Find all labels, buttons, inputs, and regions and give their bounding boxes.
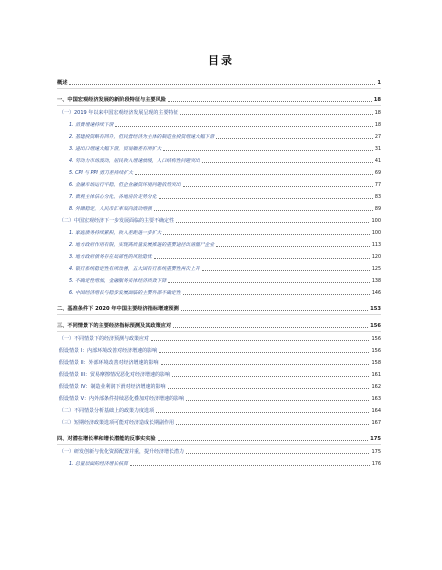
toc-entry-title: 1. 家庭债务持续累积，收入差距进一步扩大 — [69, 231, 162, 236]
toc-leader-dots — [172, 376, 369, 377]
toc-entry-title: （一）2019 年以来中国宏观经济发展呈现的主要特征 — [59, 110, 179, 116]
toc-entry-title: 8. 外储稳定，人民币汇率双向波动增强 — [69, 207, 152, 212]
toc-subsection-entry[interactable] — [57, 238, 381, 250]
toc-leader-dots — [135, 174, 373, 175]
toc-leader-dots — [183, 186, 373, 187]
toc-page-number: 77 — [374, 183, 381, 188]
toc-chapter-entry[interactable] — [57, 315, 381, 332]
toc-subsection-entry[interactable] — [57, 202, 381, 214]
toc-entry-title: 2. 地方政府作用有限，实现高质量发展推进的重要途径出清僵尸企业 — [69, 243, 215, 248]
toc-leader-dots — [159, 352, 369, 353]
toc-section-entry[interactable] — [57, 214, 381, 226]
toc-page-number: 1 — [377, 80, 381, 86]
toc-section-entry[interactable] — [57, 392, 381, 404]
toc-subsection-entry[interactable] — [57, 286, 381, 298]
toc-leader-dots — [156, 412, 369, 413]
toc-entry-title: 假设情景 V：内外部条件持续恶化叠加对经济增速的影响 — [59, 396, 185, 402]
toc-section-entry[interactable] — [57, 445, 381, 457]
toc-subsection-entry[interactable] — [57, 154, 381, 166]
toc-leader-dots — [159, 198, 373, 199]
toc-page-number: 41 — [374, 159, 381, 164]
toc-leader-dots — [151, 340, 369, 341]
toc-leader-dots — [202, 270, 370, 271]
toc-leader-dots — [115, 126, 372, 127]
toc-page-number: 162 — [371, 384, 381, 390]
toc-entry-title: （三）短期经济政策选项可能对经济造成长期副作用 — [59, 420, 175, 426]
toc-section-entry[interactable] — [57, 106, 381, 118]
toc-leader-dots — [186, 453, 369, 454]
toc-leader-dots — [130, 465, 370, 466]
toc-entry-title: 5. CPI 与 PPI 剪刀差持续扩大 — [69, 171, 133, 176]
toc-leader-dots — [168, 388, 370, 389]
toc-page-number: 164 — [371, 408, 381, 414]
toc-subsection-entry[interactable] — [57, 166, 381, 178]
toc-leader-dots — [168, 282, 370, 283]
toc-section-entry[interactable] — [57, 356, 381, 368]
toc-page-number: 18 — [374, 123, 381, 128]
toc-entry-title: 假设情景 III：贸易摩擦情况恶化对经济增速的影响 — [59, 372, 171, 378]
toc-page-number: 175 — [370, 436, 381, 442]
toc-page-number: 100 — [371, 218, 381, 224]
toc-entry-title: 1. 消费增速持续下滑 — [69, 123, 114, 128]
toc-leader-dots — [176, 222, 369, 223]
toc-leader-dots — [216, 138, 373, 139]
toc-page-number: 113 — [371, 243, 381, 248]
toc-page-number: 175 — [371, 449, 381, 455]
toc-page-number: 120 — [371, 255, 381, 260]
toc-page-number: 100 — [371, 231, 381, 236]
toc-page-number: 146 — [371, 291, 381, 296]
toc-subsection-entry[interactable] — [57, 178, 381, 190]
toc-leader-dots — [180, 114, 372, 115]
toc-subsection-entry[interactable] — [57, 250, 381, 262]
toc-page-number: 27 — [374, 135, 381, 140]
toc-section-entry[interactable] — [57, 404, 381, 416]
toc-leader-dots — [176, 424, 369, 425]
toc-subsection-entry[interactable] — [57, 142, 381, 154]
toc-entry-title: 三、不同情景下的主要经济指标预测及其政策应对 — [57, 323, 172, 329]
toc-entry-title: 4. 银行系统稳定性有所改善，五大国有行系统重要性再次上升 — [69, 267, 200, 272]
toc-entry-title: 4. 劳动力市场波动，居民收入增速放缓，人口结构性问题突出 — [69, 159, 200, 164]
toc-entry-title: （一）不同情景下的经济预测与政策应对 — [59, 336, 150, 342]
toc-entry-title: 3. 地方政府债务存在局部性的风险隐忧 — [69, 255, 152, 260]
toc-entry-title: 概述 — [57, 80, 68, 86]
toc-subsection-entry[interactable] — [57, 274, 381, 286]
toc-entry-title: 假设情景 IV：制造业利润下滑对经济增速的影响 — [59, 384, 166, 390]
toc-entry-title: 3. 进出口增速大幅下滑，贸易顺差有所扩大 — [69, 147, 162, 152]
toc-page-number: 163 — [371, 396, 381, 402]
toc-leader-dots — [158, 440, 369, 441]
toc-page-number: 18 — [373, 97, 381, 103]
toc-page-number: 89 — [374, 207, 381, 212]
toc-entry-title: 7. 微观主体信心分化，各地房价走势分化 — [69, 195, 157, 200]
toc-page-number: 138 — [371, 279, 381, 284]
toc-subsection-entry[interactable] — [57, 226, 381, 238]
toc-section-entry[interactable] — [57, 344, 381, 356]
toc-chapter-entry[interactable] — [57, 89, 381, 106]
toc-subsection-entry[interactable] — [57, 118, 381, 130]
toc-page-number: 176 — [371, 462, 381, 467]
page-title: 目录 — [208, 54, 234, 67]
toc-entry-title: 四、对潜在增长率和增长潜能的反事实实验 — [57, 436, 156, 442]
toc-entry-title: 假设情景 I：内部环境改善对经济增速的影响 — [59, 348, 158, 354]
toc-entry-title: 1. 总量层面的经济增长核算 — [69, 462, 128, 467]
toc-page-number: 158 — [371, 360, 381, 366]
toc-section-entry[interactable] — [57, 380, 381, 392]
toc-entry-title: （二）不同情景分析基础上的政策力度选项 — [59, 408, 155, 414]
toc-leader-dots — [163, 150, 372, 151]
toc-entry-title: 二、基准条件下 2020 年中国主要经济指标增速预测 — [57, 306, 179, 312]
toc-page-number: 156 — [371, 336, 381, 342]
toc-page-number: 69 — [374, 171, 381, 176]
toc-page-number: 156 — [371, 348, 381, 354]
toc-page-number: 125 — [371, 267, 381, 272]
toc-subsection-entry[interactable] — [57, 190, 381, 202]
toc-leader-dots — [69, 84, 375, 85]
toc-entry-title: 6. 金融市场运行平稳，但企业融资环境问题依然突出 — [69, 183, 181, 188]
toc-entry-title: 2. 基建投资略有回升，但民营经济为主体的制造业投资增速大幅下滑 — [69, 135, 215, 140]
toc-chapter-entry[interactable] — [57, 428, 381, 445]
toc-entry-title: 假设情景 II：外部环境改善对经济增速的影响 — [59, 360, 159, 366]
toc-leader-dots — [173, 327, 368, 328]
toc-section-entry[interactable] — [57, 332, 381, 344]
toc-page-number: 153 — [370, 306, 381, 312]
toc-entry-title: 一、中国宏观经济发展的新阶段特征与主要风险 — [57, 97, 166, 103]
toc-page-number: 167 — [371, 420, 381, 426]
toc-chapter-entry[interactable] — [57, 298, 381, 315]
toc-leader-dots — [181, 310, 368, 311]
toc-leader-dots — [183, 294, 370, 295]
toc-leader-dots — [216, 246, 370, 247]
toc-subsection-entry[interactable] — [57, 130, 381, 142]
toc-leader-dots — [161, 364, 370, 365]
toc-subsection-entry[interactable] — [57, 262, 381, 274]
toc-chapter-entry[interactable] — [57, 72, 381, 89]
toc-subsection-entry[interactable] — [57, 457, 381, 469]
toc-entry-title: （二）中国宏观经济下一步发展面临的主要不确定性 — [59, 218, 175, 224]
toc-entry-title: 6. 中国经济增长与稳步发展面临的主要外部不确定性 — [69, 291, 181, 296]
toc-leader-dots — [202, 162, 373, 163]
toc-leader-dots — [168, 101, 372, 102]
toc-leader-dots — [154, 210, 373, 211]
toc-section-entry[interactable] — [57, 368, 381, 380]
table-of-contents — [57, 72, 381, 469]
toc-page-number: 18 — [374, 110, 381, 116]
toc-page-number: 156 — [370, 323, 381, 329]
toc-page-number: 161 — [371, 372, 381, 378]
toc-entry-title: 5. 不确定性增加，金融服务实体经济质效下降 — [69, 279, 167, 284]
toc-section-entry[interactable] — [57, 416, 381, 428]
toc-leader-dots — [186, 400, 369, 401]
toc-leader-dots — [163, 234, 369, 235]
toc-entry-title: （一）研发创新与优化资源配置并重，提升经济增长潜力 — [59, 449, 185, 455]
toc-page-number: 83 — [374, 195, 381, 200]
toc-page-number: 31 — [374, 147, 381, 152]
toc-leader-dots — [154, 258, 370, 259]
